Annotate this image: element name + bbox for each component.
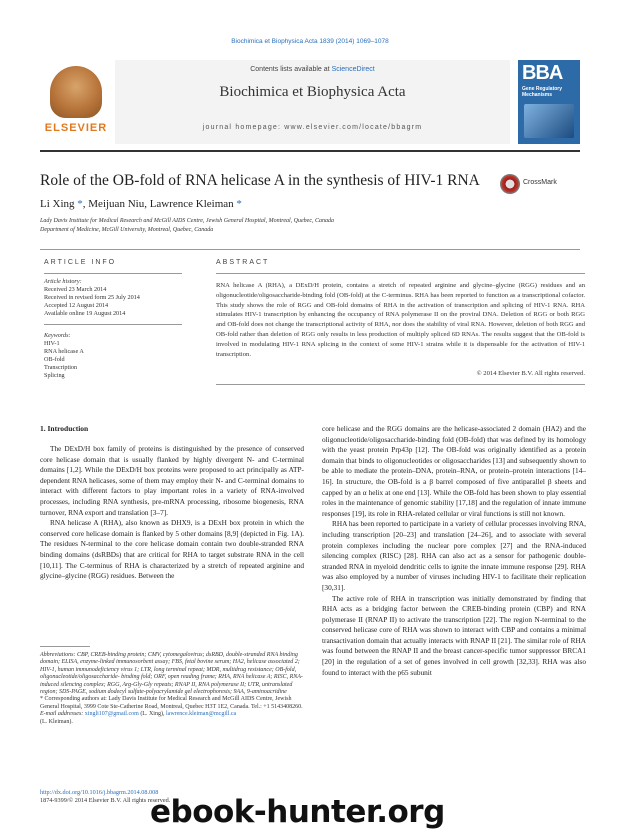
issn-line: 1874-9399/© 2014 Elsevier B.V. All rights reserved. [40, 796, 171, 804]
corresponding-author-star[interactable]: * [236, 198, 242, 210]
cover-subtitle: Gene Regulatory Mechanisms [522, 86, 563, 98]
abbreviations-note: Abbreviations: CBP, CREB-binding protein; CMV, cytomegalovirus; dsRBD, double-stranded RNA binding domain; ELISA, enzyme-linked immunosorbent assay; FBS, fetal bovine serum; HA2, helicase associated 2; HIV-1, human immunodeficiency virus 1; LTR, long terminal repeat; MDR, multidrug resistance; OB-fold, oligonucleotide/oligosaccharide- binding fold; ORF, open reading frame; RHA, RNA helicase A; RISC, RNA-induced silencing complex; RGG, Arg-Gly-Gly repeats; RNAP II, RNA polymerase II; UTR, untranslated region; SDS-PAGE, sodium dodecyl sulfate-polyacrylamide gel electrophoresis; 9AA, 9-aminoacridine [40, 652, 303, 696]
right-column [322, 424, 586, 678]
article-info-heading: ARTICLE INFO [44, 259, 117, 266]
keyword: RNA helicase A [44, 348, 84, 355]
abstract-rule [216, 273, 585, 274]
sciencedirect-link[interactable]: ScienceDirect [331, 66, 375, 73]
header-rule [40, 150, 580, 152]
article-info-rule [44, 273, 182, 274]
article-title: Role of the OB-fold of RNA helicase A in the synthesis of HIV-1 RNA [40, 172, 480, 189]
history-item: Available online 19 August 2014 [44, 310, 126, 317]
crossmark-badge[interactable] [500, 174, 580, 196]
abstract-heading: ABSTRACT [216, 259, 270, 266]
copyright-notice: © 2014 Elsevier B.V. All rights reserved. [476, 370, 585, 377]
journal-homepage[interactable]: journal homepage: www.elsevier.com/locate/bbagrm [202, 124, 423, 131]
elsevier-tree-icon [50, 66, 102, 118]
keyword: Splicing [44, 372, 65, 379]
journal-title[interactable]: Biochimica et Biophysica Acta [219, 84, 406, 100]
author-list: Li Xing *, Meijuan Niu, Lawrence Kleiman * [40, 198, 242, 210]
keyword: Transcription [44, 364, 78, 371]
abstract-end-rule [216, 384, 585, 385]
email-link[interactable]: lawrence.kleiman@mcgill.ca [165, 711, 237, 718]
keywords-rule [44, 324, 182, 325]
abstract-body: RNA helicase A (RHA), a DExD/H protein, contains a stretch of repeated arginine and glycine–glycine (RGG) residues and an oligonucleotide/oligosaccharide-binding fold (OB-fold) at the C-terminus. RHA has been reported to function as a transcriptional cofactor. This study shows the role of RGG and OB-fold domains of RHA in the activation of transcription and splicing of HIV-1 RNA. RHA stimulates HIV-1 transcription by enhancing the occupancy of RNA polymerase II on the proviral DNA. Deletion of RGG or both RGG and OB-fold does not change the transcriptional activity of RHA, nor does the stability of viral RNA. However, deletion of both RGG and OB-fold rather than deletion of RGG only results in less production of multiply spliced 6D RNAs. The results suggest that the OB-fold is involved in modulating HIV-1 RNA splicing in the context of some HIV-1 strains while it is dispensable for the activation of HIV-1 transcription. [216, 282, 585, 358]
cover-image [524, 104, 574, 138]
corresponding-author-star[interactable]: * [77, 198, 83, 210]
elsevier-wordmark: ELSEVIER [44, 122, 108, 134]
crossmark-label: CrossMark [523, 179, 557, 186]
email-link[interactable]: xingli107@gmail.com [84, 711, 139, 718]
history-item: Received in revised form 25 July 2014 [44, 294, 140, 301]
history-item: Received 23 March 2014 [44, 286, 107, 293]
section-rule [40, 249, 580, 250]
journal-cover[interactable] [518, 60, 580, 144]
crossmark-icon [500, 174, 520, 194]
watermark-text: ebook-hunter.org [150, 794, 445, 830]
history-item: Accepted 12 August 2014 [44, 302, 109, 309]
body-paragraph: The DExD/H box family of proteins is distinguished by the presence of conserved core helicase domain that is usually flanked by highly divergent N- and C-terminal domains [1,2]. While the DExD/H box proteins were proposed to act principally as ATP-dependent RNA helicases, some of them may employ their N- and C-terminal domains to interact with different factors to play important roles in a variety of RNA-involved processes, including RNA synthesis, pre-mRNA processing, ribosome biogenesis, RNA turnover, RNA export and translation [3–7]. [40, 444, 304, 517]
journal-header [40, 60, 580, 144]
contents-line: Contents lists available at ScienceDirect [250, 66, 375, 73]
cover-title: BBA [522, 62, 563, 84]
body-paragraph: RHA has been reported to participate in a variety of cellular processes involving RNA, including transcription [20–23] and translation [24–26], and to associate with several protein complexes including the nuclear pore complex [27] and the RNA-induced silencing complex (RISC) [28]. RHA can also act as a sensor for pathogenic double-stranded RNA in myeloid dendritic cells to ignite the innate immune response [29]. RHA was also employed by a number of viruses including HIV-1 to facilitate their replication [30,31]. [322, 519, 586, 592]
body-paragraph: RNA helicase A (RHA), also known as DHX9, is a DExH box protein in which the conserved core helicase domain is flanked by 5 other domains [8,9] (depicted in Fig. 1A). The residues N-terminal to the core helicase domain contain two double-stranded RNA binding domains (dsRBDs) that are critical for RHA to target substrate RNA in the cell [10,11]. The C-terminus of RHA is characterized by a stretch of repeated arginine and glycine–glycine (RGG) residues. Between the [40, 518, 304, 581]
left-column [40, 444, 304, 582]
elsevier-logo[interactable] [40, 60, 112, 144]
doi-link[interactable]: http://dx.doi.org/10.1016/j.bbagrm.2014.08.008 [40, 789, 159, 796]
email-note: E-mail addresses: xingli107@gmail.com (L. Xing), lawrence.kleiman@mcgill.ca (L. Kleiman). [40, 711, 237, 725]
body-paragraph: core helicase and the RGG domains are the helicase-associated 2 domain (HA2) and the oligonucleotide/oligosaccharide-binding fold (OB-fold) that was defined by its homology with the yeast protein Prp43p [12]. The OB-fold was originally identified as a protein domain that binds to oligonucleotides or oligosaccharides [13] and subsequently shown to be able to mediate the protein–DNA, protein–RNA, or protein–protein interactions [14–16]. In structure, the OB-fold is a β barrel composed of five antiparallel β sheets and capped by an α helix at one end [13]. While the OB-fold has been shown to play essential roles in the maintenance of genomic stability [17,18] and the regulation of innate immune responses [19], its role in RHA-related cellular or viral functions is still not known. [322, 424, 586, 518]
keyword: OB-fold [44, 356, 65, 363]
footnotes [40, 652, 304, 726]
footnote-rule [40, 646, 90, 647]
history-label: Article history: [44, 278, 82, 285]
affiliation-1: Lady Davis Institute for Medical Research and McGill AIDS Centre, Jewish General Hospital, Montreal, Quebec, Canada [40, 218, 335, 224]
journal-banner [115, 60, 510, 144]
body-paragraph: The active role of RHA in transcription was initially demonstrated by finding that RHA acts as a bridging factor between the CREB-binding protein (CBP) and RNA polymerase II (RNAP II) to activate the transcription [22]. The region N-terminal to the conserved helicase core of RHA was shown to interact with CBP and contains a minimal transactivation domain that actually interacts with RNAP II [21]. The similar role of RHA was found between the RNAP II and the breast cancer-specific tumor suppressor BRCA1 [20] in the regulation of a set of genes involved in cell growth [32,33]. RHA was also found to interact with the p65 subunit [322, 593, 586, 677]
affiliation-2: Department of Medicine, McGill University, Montreal, Quebec, Canada [40, 227, 214, 233]
journal-reference-link[interactable]: Biochimica et Biophysica Acta 1839 (2014) 1069–1078 [231, 38, 389, 45]
keywords-label: Keywords: [44, 332, 71, 339]
section-heading: 1. Introduction [40, 424, 89, 433]
keyword: HIV-1 [44, 340, 60, 347]
corresponding-note: * Corresponding authors at: Lady Davis Institute for Medical Research and McGill AIDS Centre, Jewish General Hospital, 3999 Cote Ste-Catherine Road, Montreal, Quebec H3T 1E2, Canada. Tel.: +1 5143408260. [40, 696, 303, 710]
